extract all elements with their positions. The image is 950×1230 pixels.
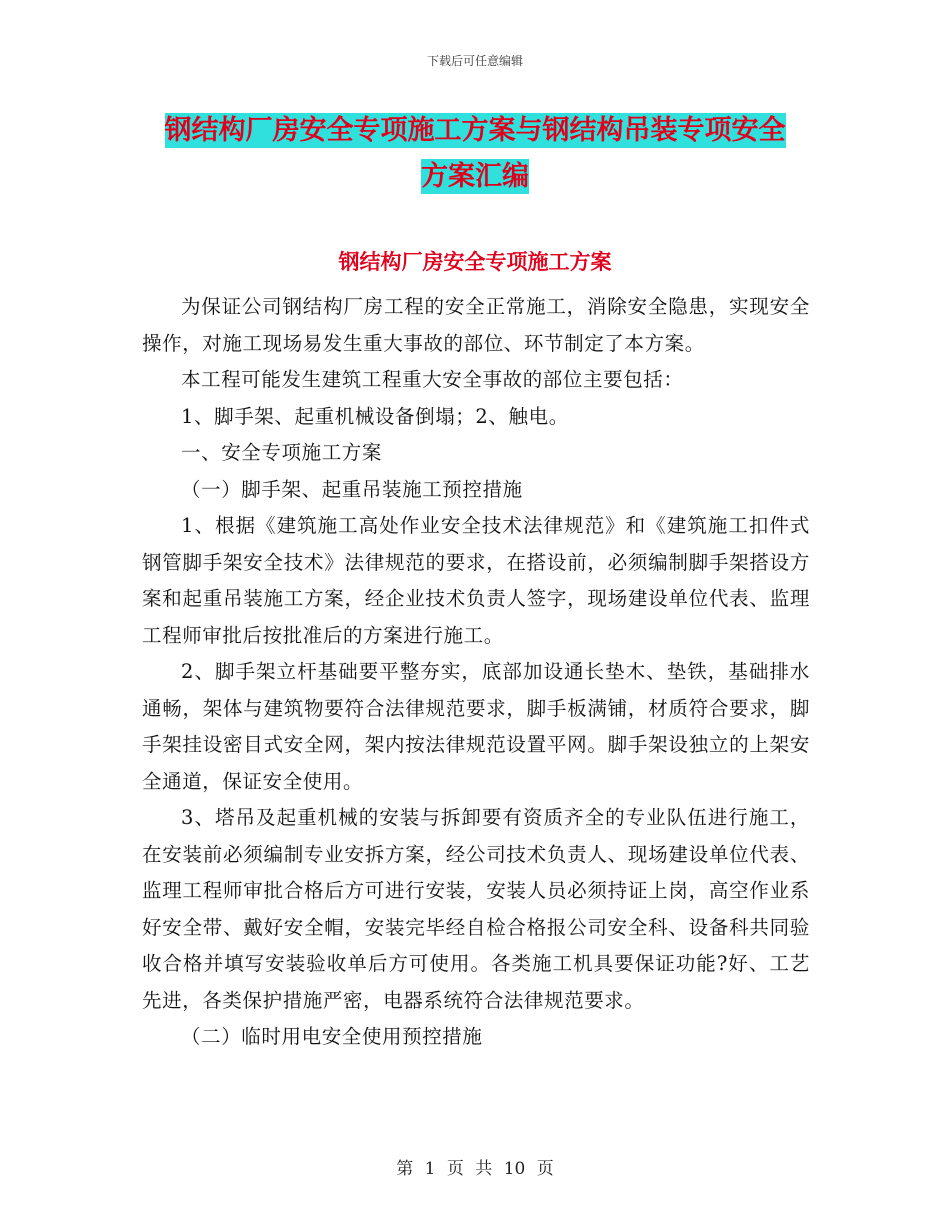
document-title-line-2: 方案汇编 [421,161,529,192]
paragraph-item-2: 2、脚手架立杆基础要平整夯实，底部加设通长垫木、垫铁，基础排水通畅，架体与建筑物要符合法律规范要求，脚手板满铺，材质符合要求，脚手架挂设密目式安全网，架内按法律规范设置平网。脚手架设独立的上架安全通道，保证安全使用。 [142,660,810,793]
section-title: 钢结构厂房安全专项施工方案 [338,250,612,274]
document-title-line-1: 钢结构厂房安全专项施工方案与钢结构吊装专项安全 [164,115,786,146]
paragraph-hazards: 1、脚手架、起重机械设备倒塌；2、触电。 [181,404,569,428]
heading-safety-plan: 一、安全专项施工方案 [181,441,383,464]
paragraph-intro: 为保证公司钢结构厂房工程的安全正常施工，消除安全隐患，实现安全操作，对施工现场易发生重大事故的部位、环节制定了本方案。 [142,295,810,355]
paragraph-item-3: 3、塔吊及起重机械的安装与拆卸要有资质齐全的专业队伍进行施工，在安装前必须编制专业安拆方案，经公司技术负责人、现场建设单位代表、监理工程师审批合格后方可进行安装，安装人员必须持证上岗，高空作业系好安全带、戴好安全帽，安装完毕经自检合格报公司安全科、设备科共同验收合格并填写安装验收单后方可使用。各类施工机具要保证功能?好、工艺先进，各类保护措施严密，电器系统符合法律规范要求。 [142,806,810,1012]
document-title [145,108,805,200]
page-number: 第 1 页 共 10 页 [396,1159,554,1179]
subheading-scaffold-measures: （一）脚手架、起重吊装施工预控措施 [181,477,523,501]
subheading-electricity-measures: （二）临时用电安全使用预控措施 [181,1025,483,1048]
document-body [142,289,810,1056]
paragraph-scope: 本工程可能发生建筑工程重大安全事故的部位主要包括： [181,368,684,391]
page-header-note: 下载后可任意编辑 [426,54,523,68]
paragraph-item-1: 1、根据《建筑施工高处作业安全技术法律规范》和《建筑施工扣件式钢管脚手架安全技术》法律规范的要求，在搭设前，必须编制脚手架搭设方案和起重吊装施工方案，经企业技术负责人签字，现场建设单位代表、监理工程师审批后按批准后的方案进行施工。 [142,514,810,647]
